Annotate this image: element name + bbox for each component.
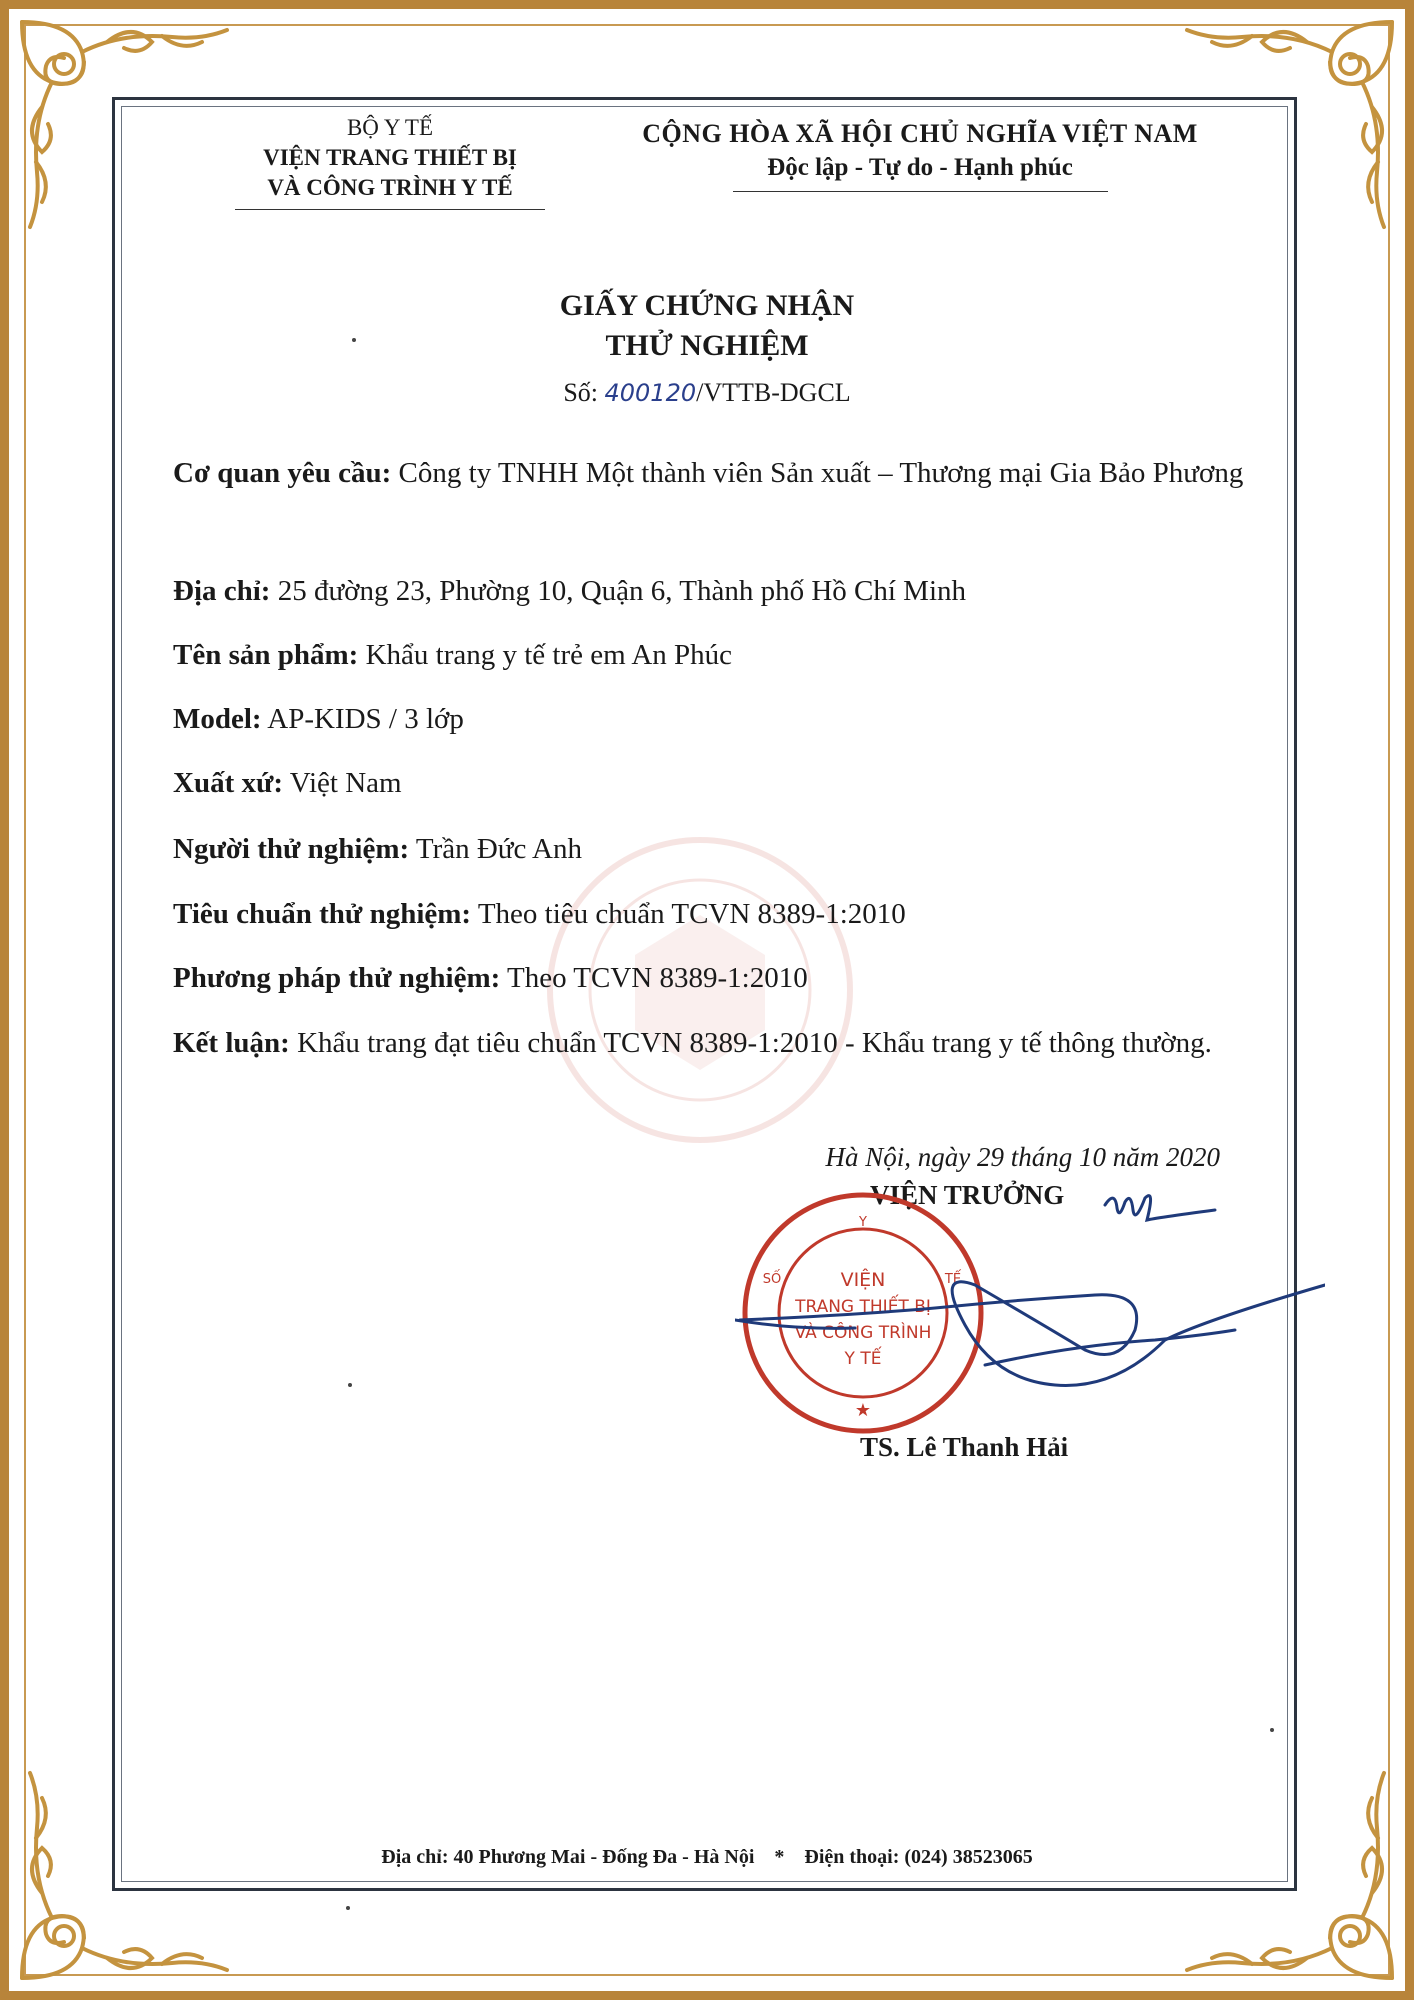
- stamp-line4: Y TẾ: [844, 1349, 882, 1369]
- field-value: Theo TCVN 8389-1:2010: [507, 962, 808, 994]
- field-tester: [173, 828, 1268, 872]
- field-value: AP-KIDS / 3 lớp: [267, 703, 464, 735]
- field-address: [173, 570, 1268, 614]
- country-name: CỘNG HÒA XÃ HỘI CHỦ NGHĨA VIỆT NAM: [642, 119, 1198, 148]
- institute-name-line2: VÀ CÔNG TRÌNH Y TẾ: [267, 174, 513, 200]
- scan-speck: [346, 1906, 350, 1910]
- field-value: Việt Nam: [289, 767, 402, 799]
- field-value: Khẩu trang y tế trẻ em An Phúc: [365, 639, 733, 671]
- field-value: Công ty TNHH Một thành viên Sản xuất – Thương mại Gia Bảo Phương: [398, 457, 1244, 489]
- field-label: Tiêu chuẩn thử nghiệm:: [173, 898, 472, 930]
- field-value: Trần Đức Anh: [415, 833, 582, 865]
- field-standard: [173, 893, 1268, 937]
- number-prefix: Số:: [563, 378, 598, 407]
- motto-underline: [733, 191, 1108, 192]
- national-motto: Độc lập - Tự do - Hạnh phúc: [767, 154, 1073, 182]
- stamp-line2: TRANG THIẾT BỊ: [795, 1297, 931, 1317]
- scan-speck: [348, 1383, 352, 1387]
- title-line2: THỬ NGHIỆM: [605, 328, 809, 362]
- national-header: [610, 116, 1230, 192]
- field-label: Model:: [173, 703, 262, 735]
- field-label: Xuất xứ:: [173, 767, 284, 799]
- field-method: [173, 957, 1268, 1001]
- field-conclusion: [173, 1022, 1261, 1066]
- field-label: Tên sản phẩm:: [173, 639, 359, 671]
- svg-text:SỐ: SỐ: [762, 1272, 782, 1287]
- field-value: 25 đường 23, Phường 10, Quận 6, Thành phố Hồ Chí Minh: [277, 575, 967, 607]
- field-label: Địa chỉ:: [173, 575, 271, 607]
- number-suffix: /VTTB-DGCL: [696, 378, 851, 407]
- stamp-line3: VÀ CÔNG TRÌNH: [794, 1323, 932, 1343]
- issuer-header: [200, 113, 580, 210]
- signer-title: VIỆN TRƯỞNG: [870, 1180, 1065, 1210]
- footer-phone: Điện thoại: (024) 38523065: [804, 1846, 1033, 1868]
- footer-separator: *: [774, 1846, 785, 1868]
- footer-contact: [160, 1846, 1254, 1869]
- field-label: Kết luận:: [173, 1027, 290, 1059]
- handwritten-signature-icon: [735, 1180, 1325, 1430]
- field-label: Người thử nghiệm:: [173, 833, 410, 865]
- signer-name: TS. Lê Thanh Hải: [860, 1432, 1069, 1462]
- field-label: Cơ quan yêu cầu:: [173, 457, 392, 489]
- field-model: [173, 698, 1268, 742]
- field-product: [173, 634, 1268, 678]
- issue-date: Hà Nội, ngày 29 tháng 10 năm 2020: [825, 1142, 1220, 1172]
- document-title: [300, 286, 1114, 366]
- title-line1: GIẤY CHỨNG NHẬN: [559, 289, 855, 322]
- svg-text:★: ★: [854, 1400, 872, 1421]
- field-label: Phương pháp thử nghiệm:: [173, 962, 501, 994]
- stamp-line1: VIỆN: [840, 1269, 886, 1291]
- field-origin: [173, 762, 1268, 806]
- institute-name-line1: VIỆN TRANG THIẾT BỊ: [263, 144, 517, 170]
- field-requester: [173, 452, 1268, 496]
- issuer-underline: [235, 209, 545, 210]
- svg-text:TẾ: TẾ: [944, 1272, 962, 1287]
- field-value: Khẩu trang đạt tiêu chuẩn TCVN 8389-1:2010 - Khẩu trang y tế thông thường.: [297, 1027, 1212, 1059]
- ministry-name: BỘ Y TẾ: [346, 115, 434, 140]
- number-handwritten: 400120: [604, 379, 697, 407]
- svg-text:Y: Y: [859, 1215, 867, 1230]
- footer-address: Địa chỉ: 40 Phương Mai - Đống Đa - Hà Nội: [381, 1846, 755, 1868]
- scan-speck: [1270, 1728, 1274, 1732]
- certificate-number: [300, 378, 1114, 408]
- field-value: Theo tiêu chuẩn TCVN 8389-1:2010: [477, 898, 906, 930]
